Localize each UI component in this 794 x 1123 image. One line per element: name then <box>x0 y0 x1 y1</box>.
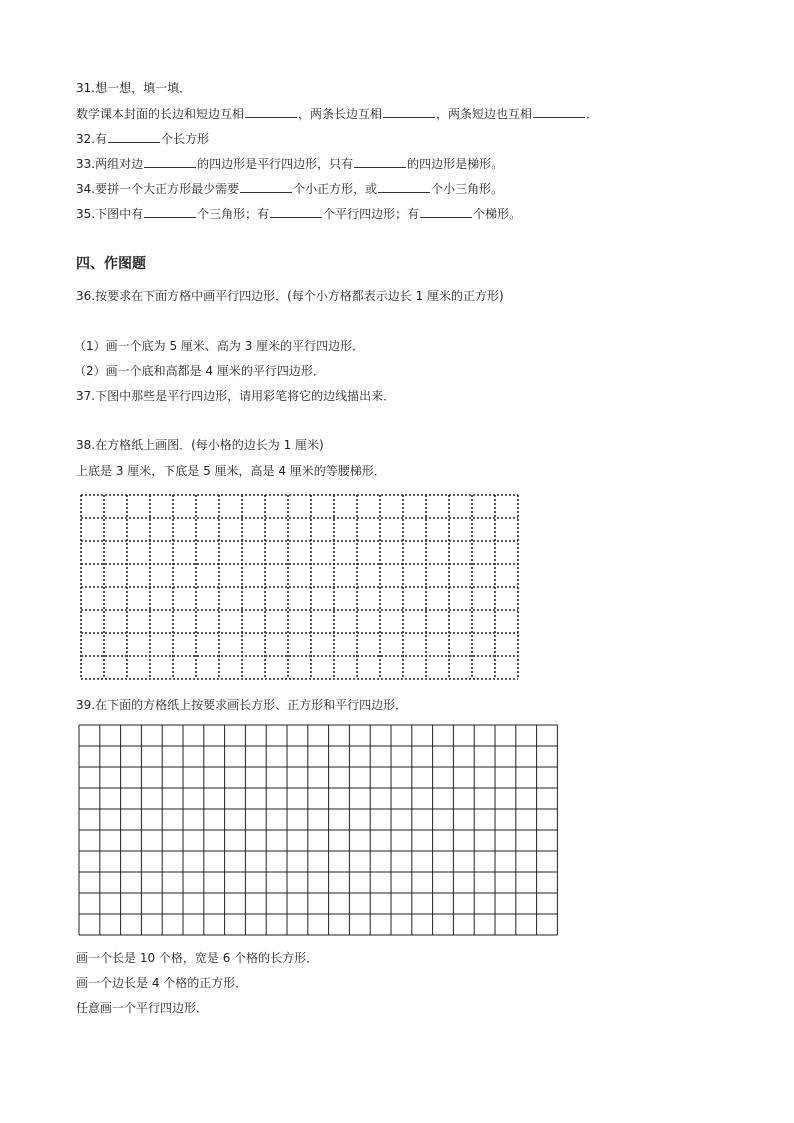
q36-title: 36.按要求在下面方格中画平行四边形．(每个小方格都表示边长 1 厘米的正方形) <box>76 289 504 303</box>
q34-mid: 个小正方形，或 <box>293 182 378 196</box>
q39-req-2: 画一个边长是 4 个格的正方形． <box>76 976 248 990</box>
q35 <box>76 205 521 222</box>
q31-text-c: ，两条短边也互相 <box>436 107 533 121</box>
q31-title: 31.想一想，填一填． <box>76 81 192 95</box>
q38-desc: 上底是 3 厘米，下底是 5 厘米，高是 4 厘米的等腰梯形． <box>76 464 386 478</box>
q39-req-1: 画一个长是 10 个格，宽是 6 个格的长方形． <box>76 951 319 965</box>
answer-blank[interactable] <box>533 105 585 118</box>
q34 <box>76 180 503 197</box>
answer-blank[interactable] <box>245 105 297 118</box>
q34-pre: 34.要拼一个大正方形最少需要 <box>76 182 240 196</box>
answer-blank[interactable] <box>108 130 160 143</box>
q31-body <box>76 105 598 122</box>
dotted-grid-paper[interactable] <box>80 494 522 680</box>
q36-item-2: （2）画一个底和高都是 4 厘米的平行四边形． <box>74 364 325 378</box>
q32 <box>76 130 209 147</box>
q31-text-a: 数学课本封面的长边和短边互相 <box>76 107 245 121</box>
q33-post: 的四边形是梯形。 <box>407 157 504 171</box>
q33-pre: 33.两组对边 <box>76 157 144 171</box>
answer-blank[interactable] <box>270 205 322 218</box>
section-heading: 四、作图题 <box>76 256 146 272</box>
q33 <box>76 155 503 172</box>
answer-blank[interactable] <box>144 205 196 218</box>
q35-mid2: 个平行四边形；有 <box>323 207 420 221</box>
q33-mid: 的四边形是平行四边形，只有 <box>197 157 354 171</box>
q37-title: 37.下图中那些是平行四边形，请用彩笔将它的边线描出来． <box>76 389 396 403</box>
q34-post: 个小三角形。 <box>431 182 504 196</box>
q32-post: 个长方形 <box>161 132 210 146</box>
square-grid-paper[interactable] <box>78 724 558 938</box>
answer-blank[interactable] <box>383 105 435 118</box>
answer-blank[interactable] <box>420 205 472 218</box>
answer-blank[interactable] <box>378 180 430 193</box>
answer-blank[interactable] <box>354 155 406 168</box>
q38-title: 38.在方格纸上画图．(每小格的边长为 1 厘米) <box>76 438 324 452</box>
q35-post: 个梯形。 <box>473 207 522 221</box>
q39-req-3: 任意画一个平行四边形． <box>76 1001 209 1015</box>
q32-pre: 32.有 <box>76 132 108 146</box>
q36-item-1: （1）画一个底为 5 厘米、高为 3 厘米的平行四边形． <box>74 339 365 353</box>
q39-title: 39.在下面的方格纸上按要求画长方形、正方形和平行四边形． <box>76 698 408 712</box>
q31-text-end: ． <box>586 107 599 121</box>
q31-text-b: ，两条长边互相 <box>298 107 383 121</box>
q35-mid1: 个三角形；有 <box>197 207 270 221</box>
q35-pre: 35.下图中有 <box>76 207 144 221</box>
answer-blank[interactable] <box>240 180 292 193</box>
answer-blank[interactable] <box>144 155 196 168</box>
